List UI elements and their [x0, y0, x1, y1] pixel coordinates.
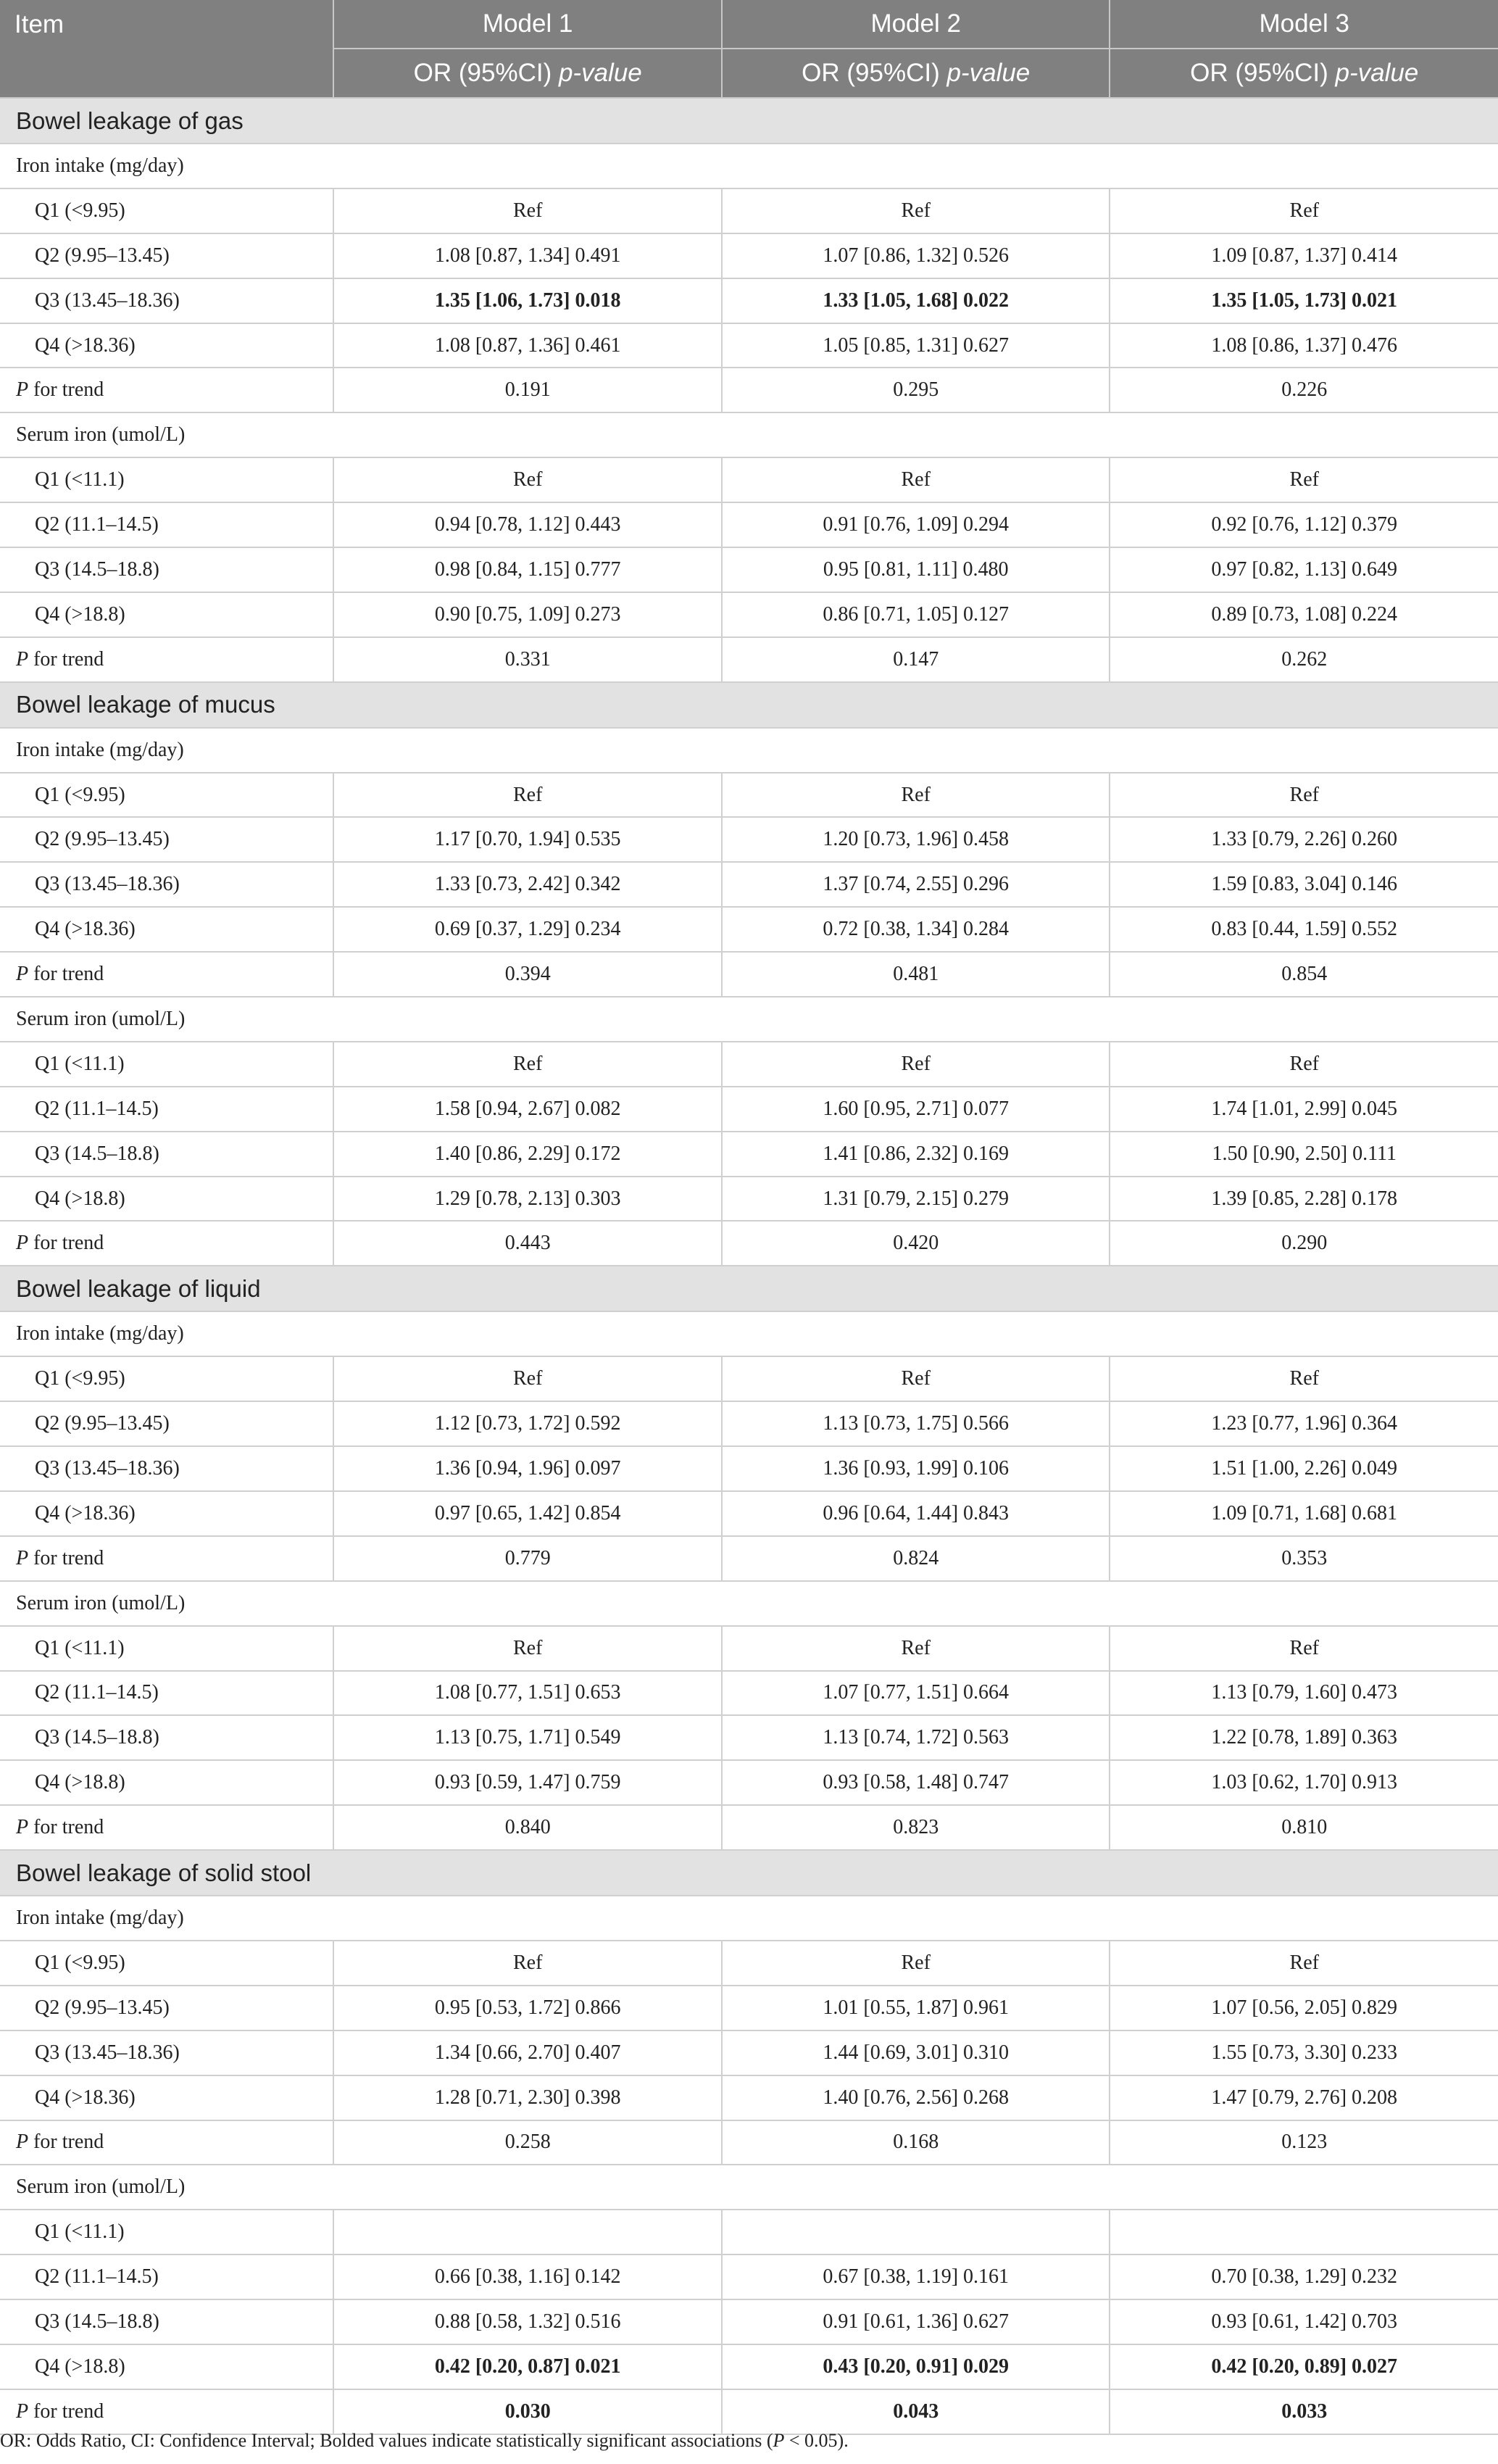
table-row	[0, 323, 1498, 368]
trend-value-model-2: 0.168	[722, 2120, 1110, 2165]
cell-model-2	[722, 2210, 1110, 2254]
cell-model-1: 0.95 [0.53, 1.72] 0.866	[333, 1986, 722, 2030]
cell-model-1: 1.13 [0.75, 1.71] 0.549	[333, 1715, 722, 1760]
row-label: Q3 (13.45–18.36)	[0, 2030, 333, 2075]
trend-label	[0, 2389, 333, 2434]
cell-model-3	[1110, 2210, 1498, 2254]
table-row	[0, 862, 1498, 907]
cell-model-1: Ref	[333, 457, 722, 502]
trend-label	[0, 1536, 333, 1581]
row-label: Q1 (<9.95)	[0, 1356, 333, 1401]
cell-model-3: 1.74 [1.01, 2.99] 0.045	[1110, 1087, 1498, 1132]
table-row	[0, 2030, 1498, 2075]
trend-label	[0, 1805, 333, 1850]
table-row	[0, 1356, 1498, 1401]
cell-model-2: 1.07 [0.86, 1.32] 0.526	[722, 233, 1110, 278]
trend-value-model-3: 0.226	[1110, 368, 1498, 412]
cell-model-2: 1.33 [1.05, 1.68] 0.022	[722, 278, 1110, 323]
cell-model-2: 0.93 [0.58, 1.48] 0.747	[722, 1760, 1110, 1805]
trend-value-model-1: 0.191	[333, 368, 722, 412]
header-model-3: Model 3	[1110, 0, 1498, 49]
table-row	[0, 1715, 1498, 1760]
section-title: Bowel leakage of mucus	[0, 682, 1498, 728]
subtitle-prefix: OR (95%CI)	[413, 59, 559, 87]
table-row	[0, 547, 1498, 592]
row-label: Q1 (<9.95)	[0, 773, 333, 818]
table-row	[0, 1491, 1498, 1536]
cell-model-1: Ref	[333, 1356, 722, 1401]
cell-model-2: 1.31 [0.79, 2.15] 0.279	[722, 1177, 1110, 1221]
table-row	[0, 278, 1498, 323]
cell-model-3: Ref	[1110, 1042, 1498, 1087]
row-label: Q4 (>18.36)	[0, 1491, 333, 1536]
row-label: Q1 (<11.1)	[0, 457, 333, 502]
trend-value-model-3: 0.123	[1110, 2120, 1498, 2165]
row-label: Q2 (11.1–14.5)	[0, 1671, 333, 1716]
row-label: Q3 (14.5–18.8)	[0, 1132, 333, 1177]
header-model-2: Model 2	[722, 0, 1110, 49]
trend-value-model-1: 0.840	[333, 1805, 722, 1850]
table-row	[0, 457, 1498, 502]
header-subtitle-model-1	[333, 49, 722, 98]
footnote-text: OR: Odds Ratio, CI: Confidence Interval; Bolded values indicate statistically significant associations (	[0, 2430, 773, 2451]
cell-model-2: Ref	[722, 773, 1110, 818]
trend-row	[0, 2389, 1498, 2434]
group-label: Iron intake (mg/day)	[0, 1896, 1498, 1941]
cell-model-3: 1.35 [1.05, 1.73] 0.021	[1110, 278, 1498, 323]
trend-value-model-1: 0.258	[333, 2120, 722, 2165]
trend-row	[0, 1805, 1498, 1850]
trend-value-model-3: 0.033	[1110, 2389, 1498, 2434]
cell-model-1: 1.58 [0.94, 2.67] 0.082	[333, 1087, 722, 1132]
cell-model-3: 1.59 [0.83, 3.04] 0.146	[1110, 862, 1498, 907]
table-row	[0, 1941, 1498, 1986]
cell-model-2: 0.43 [0.20, 0.91] 0.029	[722, 2344, 1110, 2389]
trend-value-model-1: 0.394	[333, 952, 722, 997]
cell-model-1: 0.66 [0.38, 1.16] 0.142	[333, 2254, 722, 2299]
cell-model-2: 0.96 [0.64, 1.44] 0.843	[722, 1491, 1110, 1536]
table-row	[0, 502, 1498, 547]
trend-value-model-2: 0.823	[722, 1805, 1110, 1850]
cell-model-1: 1.08 [0.87, 1.36] 0.461	[333, 323, 722, 368]
group-label: Serum iron (umol/L)	[0, 2165, 1498, 2210]
trend-row	[0, 952, 1498, 997]
row-label: Q1 (<11.1)	[0, 2210, 333, 2254]
cell-model-2: Ref	[722, 188, 1110, 233]
trend-label-rest: for trend	[28, 378, 104, 402]
section-header-row	[0, 98, 1498, 144]
cell-model-3: Ref	[1110, 773, 1498, 818]
trend-label	[0, 2120, 333, 2165]
cell-model-1: 0.94 [0.78, 1.12] 0.443	[333, 502, 722, 547]
cell-model-3: 1.03 [0.62, 1.70] 0.913	[1110, 1760, 1498, 1805]
cell-model-3: 1.09 [0.71, 1.68] 0.681	[1110, 1491, 1498, 1536]
cell-model-1: 0.69 [0.37, 1.29] 0.234	[333, 907, 722, 952]
trend-value-model-1: 0.331	[333, 637, 722, 682]
trend-label-rest: for trend	[28, 963, 104, 986]
cell-model-2: 0.72 [0.38, 1.34] 0.284	[722, 907, 1110, 952]
cell-model-3: 0.70 [0.38, 1.29] 0.232	[1110, 2254, 1498, 2299]
table-row	[0, 907, 1498, 952]
row-label: Q2 (9.95–13.45)	[0, 817, 333, 862]
table-row	[0, 1626, 1498, 1671]
trend-value-model-3: 0.353	[1110, 1536, 1498, 1581]
cell-model-3: 1.23 [0.77, 1.96] 0.364	[1110, 1401, 1498, 1446]
cell-model-2: Ref	[722, 457, 1110, 502]
trend-value-model-3: 0.290	[1110, 1221, 1498, 1266]
trend-row	[0, 2120, 1498, 2165]
row-label: Q2 (9.95–13.45)	[0, 1986, 333, 2030]
row-label: Q2 (9.95–13.45)	[0, 1401, 333, 1446]
table-row	[0, 1986, 1498, 2030]
table-row	[0, 1087, 1498, 1132]
group-label: Serum iron (umol/L)	[0, 997, 1498, 1042]
header-subtitle-model-2	[722, 49, 1110, 98]
cell-model-3: 1.55 [0.73, 3.30] 0.233	[1110, 2030, 1498, 2075]
group-header-row	[0, 1581, 1498, 1626]
trend-value-model-1: 0.443	[333, 1221, 722, 1266]
trend-row	[0, 1536, 1498, 1581]
cell-model-3: 1.50 [0.90, 2.50] 0.111	[1110, 1132, 1498, 1177]
table-header	[0, 0, 1498, 98]
cell-model-3: 1.51 [1.00, 2.26] 0.049	[1110, 1446, 1498, 1491]
cell-model-2: 1.60 [0.95, 2.71] 0.077	[722, 1087, 1110, 1132]
footnote-p: P	[773, 2430, 785, 2451]
cell-model-3: 1.22 [0.78, 1.89] 0.363	[1110, 1715, 1498, 1760]
row-label: Q4 (>18.36)	[0, 323, 333, 368]
cell-model-3: 0.89 [0.73, 1.08] 0.224	[1110, 592, 1498, 637]
cell-model-3: Ref	[1110, 1941, 1498, 1986]
row-label: Q1 (<9.95)	[0, 188, 333, 233]
trend-row	[0, 368, 1498, 412]
trend-label-p: P	[16, 378, 29, 402]
row-label: Q3 (14.5–18.8)	[0, 1715, 333, 1760]
trend-label-rest: for trend	[28, 1546, 104, 1569]
trend-label-p: P	[16, 1232, 29, 1255]
trend-value-model-3: 0.262	[1110, 637, 1498, 682]
cell-model-2: 1.40 [0.76, 2.56] 0.268	[722, 2075, 1110, 2120]
cell-model-3: 1.09 [0.87, 1.37] 0.414	[1110, 233, 1498, 278]
row-label: Q4 (>18.8)	[0, 592, 333, 637]
table-row	[0, 2299, 1498, 2344]
group-label: Iron intake (mg/day)	[0, 144, 1498, 188]
group-label: Iron intake (mg/day)	[0, 728, 1498, 773]
trend-label-rest: for trend	[28, 1232, 104, 1255]
table-row	[0, 2344, 1498, 2389]
row-label: Q1 (<11.1)	[0, 1626, 333, 1671]
trend-label-rest: for trend	[28, 1816, 104, 1839]
cell-model-1: Ref	[333, 188, 722, 233]
section-title: Bowel leakage of liquid	[0, 1266, 1498, 1311]
trend-label	[0, 952, 333, 997]
table-row	[0, 817, 1498, 862]
cell-model-1: 0.88 [0.58, 1.32] 0.516	[333, 2299, 722, 2344]
trend-label	[0, 368, 333, 412]
cell-model-2: 1.01 [0.55, 1.87] 0.961	[722, 1986, 1110, 2030]
trend-row	[0, 1221, 1498, 1266]
cell-model-2: Ref	[722, 1042, 1110, 1087]
cell-model-3: 0.42 [0.20, 0.89] 0.027	[1110, 2344, 1498, 2389]
table-row	[0, 1401, 1498, 1446]
group-header-row	[0, 1311, 1498, 1356]
section-header-row	[0, 1266, 1498, 1311]
cell-model-1: 0.42 [0.20, 0.87] 0.021	[333, 2344, 722, 2389]
trend-row	[0, 637, 1498, 682]
row-label: Q4 (>18.36)	[0, 907, 333, 952]
cell-model-3: 1.39 [0.85, 2.28] 0.178	[1110, 1177, 1498, 1221]
trend-value-model-1: 0.779	[333, 1536, 722, 1581]
table-row	[0, 2075, 1498, 2120]
cell-model-3: 1.07 [0.56, 2.05] 0.829	[1110, 1986, 1498, 2030]
row-label: Q4 (>18.36)	[0, 2075, 333, 2120]
cell-model-3: 1.08 [0.86, 1.37] 0.476	[1110, 323, 1498, 368]
cell-model-1: 1.17 [0.70, 1.94] 0.535	[333, 817, 722, 862]
cell-model-1: 0.93 [0.59, 1.47] 0.759	[333, 1760, 722, 1805]
subtitle-pvalue: p-value	[946, 59, 1031, 87]
row-label: Q3 (13.45–18.36)	[0, 862, 333, 907]
trend-label-rest: for trend	[28, 2131, 104, 2154]
section-header-row	[0, 682, 1498, 728]
cell-model-2: Ref	[722, 1626, 1110, 1671]
group-header-row	[0, 2165, 1498, 2210]
table-row	[0, 1760, 1498, 1805]
footnote-end: < 0.05).	[784, 2430, 849, 2451]
header-subtitle-model-3	[1110, 49, 1498, 98]
cell-model-3: 0.92 [0.76, 1.12] 0.379	[1110, 502, 1498, 547]
trend-value-model-2: 0.147	[722, 637, 1110, 682]
trend-value-model-1: 0.030	[333, 2389, 722, 2434]
section-header-row	[0, 1850, 1498, 1896]
cell-model-2: 1.44 [0.69, 3.01] 0.310	[722, 2030, 1110, 2075]
trend-label-p: P	[16, 963, 29, 986]
group-header-row	[0, 1896, 1498, 1941]
trend-value-model-2: 0.824	[722, 1536, 1110, 1581]
group-header-row	[0, 997, 1498, 1042]
trend-value-model-2: 0.295	[722, 368, 1110, 412]
group-header-row	[0, 412, 1498, 457]
group-label: Serum iron (umol/L)	[0, 412, 1498, 457]
table-row	[0, 2254, 1498, 2299]
row-label: Q1 (<11.1)	[0, 1042, 333, 1087]
trend-label-p: P	[16, 647, 29, 671]
table-body	[0, 98, 1498, 2434]
row-label: Q3 (13.45–18.36)	[0, 278, 333, 323]
cell-model-1: 0.98 [0.84, 1.15] 0.777	[333, 547, 722, 592]
cell-model-1: Ref	[333, 1626, 722, 1671]
group-label: Iron intake (mg/day)	[0, 1311, 1498, 1356]
row-label: Q2 (11.1–14.5)	[0, 1087, 333, 1132]
row-label: Q3 (14.5–18.8)	[0, 2299, 333, 2344]
table-row	[0, 592, 1498, 637]
trend-label	[0, 1221, 333, 1266]
table-row	[0, 233, 1498, 278]
trend-value-model-2: 0.481	[722, 952, 1110, 997]
subtitle-prefix: OR (95%CI)	[1190, 59, 1336, 87]
table-footnote	[0, 2430, 1498, 2452]
cell-model-2: 1.13 [0.73, 1.75] 0.566	[722, 1401, 1110, 1446]
section-title: Bowel leakage of solid stool	[0, 1850, 1498, 1896]
cell-model-3: Ref	[1110, 1356, 1498, 1401]
table-row	[0, 773, 1498, 818]
cell-model-1: 0.97 [0.65, 1.42] 0.854	[333, 1491, 722, 1536]
trend-value-model-2: 0.043	[722, 2389, 1110, 2434]
table-row	[0, 1446, 1498, 1491]
cell-model-3: 0.97 [0.82, 1.13] 0.649	[1110, 547, 1498, 592]
cell-model-1: Ref	[333, 773, 722, 818]
row-label: Q3 (14.5–18.8)	[0, 547, 333, 592]
cell-model-2: 0.95 [0.81, 1.11] 0.480	[722, 547, 1110, 592]
row-label: Q4 (>18.8)	[0, 1177, 333, 1221]
group-header-row	[0, 144, 1498, 188]
cell-model-2: 1.20 [0.73, 1.96] 0.458	[722, 817, 1110, 862]
table-row	[0, 1042, 1498, 1087]
group-header-row	[0, 728, 1498, 773]
row-label: Q2 (9.95–13.45)	[0, 233, 333, 278]
trend-label-p: P	[16, 1816, 29, 1839]
trend-label	[0, 637, 333, 682]
table-row	[0, 2210, 1498, 2254]
subtitle-pvalue: p-value	[1335, 59, 1419, 87]
cell-model-3: 0.83 [0.44, 1.59] 0.552	[1110, 907, 1498, 952]
cell-model-1: 1.28 [0.71, 2.30] 0.398	[333, 2075, 722, 2120]
cell-model-3: Ref	[1110, 1626, 1498, 1671]
row-label: Q2 (11.1–14.5)	[0, 502, 333, 547]
cell-model-1: 1.33 [0.73, 2.42] 0.342	[333, 862, 722, 907]
cell-model-2: 1.36 [0.93, 1.99] 0.106	[722, 1446, 1110, 1491]
section-title: Bowel leakage of gas	[0, 98, 1498, 144]
row-label: Q4 (>18.8)	[0, 1760, 333, 1805]
table-row	[0, 1177, 1498, 1221]
cell-model-2: 1.41 [0.86, 2.32] 0.169	[722, 1132, 1110, 1177]
trend-label-p: P	[16, 2399, 29, 2423]
cell-model-3: 0.93 [0.61, 1.42] 0.703	[1110, 2299, 1498, 2344]
cell-model-2: Ref	[722, 1941, 1110, 1986]
cell-model-1: 1.40 [0.86, 2.29] 0.172	[333, 1132, 722, 1177]
cell-model-2: Ref	[722, 1356, 1110, 1401]
table-row	[0, 1132, 1498, 1177]
trend-value-model-3: 0.810	[1110, 1805, 1498, 1850]
cell-model-3: Ref	[1110, 457, 1498, 502]
cell-model-1: 1.29 [0.78, 2.13] 0.303	[333, 1177, 722, 1221]
row-label: Q1 (<9.95)	[0, 1941, 333, 1986]
cell-model-2: 1.05 [0.85, 1.31] 0.627	[722, 323, 1110, 368]
row-label: Q4 (>18.8)	[0, 2344, 333, 2389]
cell-model-2: 0.67 [0.38, 1.19] 0.161	[722, 2254, 1110, 2299]
cell-model-1: 1.36 [0.94, 1.96] 0.097	[333, 1446, 722, 1491]
table-row	[0, 1671, 1498, 1716]
subtitle-prefix: OR (95%CI)	[802, 59, 947, 87]
trend-label-rest: for trend	[28, 647, 104, 671]
cell-model-2: 0.91 [0.61, 1.36] 0.627	[722, 2299, 1110, 2344]
trend-label-rest: for trend	[28, 2399, 104, 2423]
header-item: Item	[0, 0, 333, 98]
cell-model-1: 1.12 [0.73, 1.72] 0.592	[333, 1401, 722, 1446]
trend-value-model-3: 0.854	[1110, 952, 1498, 997]
table-row	[0, 188, 1498, 233]
cell-model-3: Ref	[1110, 188, 1498, 233]
group-label: Serum iron (umol/L)	[0, 1581, 1498, 1626]
row-label: Q3 (13.45–18.36)	[0, 1446, 333, 1491]
cell-model-3: 1.33 [0.79, 2.26] 0.260	[1110, 817, 1498, 862]
cell-model-2: 1.37 [0.74, 2.55] 0.296	[722, 862, 1110, 907]
cell-model-1	[333, 2210, 722, 2254]
cell-model-3: 1.47 [0.79, 2.76] 0.208	[1110, 2075, 1498, 2120]
row-label: Q2 (11.1–14.5)	[0, 2254, 333, 2299]
cell-model-3: 1.13 [0.79, 1.60] 0.473	[1110, 1671, 1498, 1716]
cell-model-2: 0.86 [0.71, 1.05] 0.127	[722, 592, 1110, 637]
trend-value-model-2: 0.420	[722, 1221, 1110, 1266]
cell-model-2: 1.13 [0.74, 1.72] 0.563	[722, 1715, 1110, 1760]
cell-model-1: Ref	[333, 1941, 722, 1986]
header-model-1: Model 1	[333, 0, 722, 49]
cell-model-2: 1.07 [0.77, 1.51] 0.664	[722, 1671, 1110, 1716]
cell-model-2: 0.91 [0.76, 1.09] 0.294	[722, 502, 1110, 547]
trend-label-p: P	[16, 1546, 29, 1569]
cell-model-1: 1.08 [0.87, 1.34] 0.491	[333, 233, 722, 278]
cell-model-1: 0.90 [0.75, 1.09] 0.273	[333, 592, 722, 637]
cell-model-1: 1.08 [0.77, 1.51] 0.653	[333, 1671, 722, 1716]
cell-model-1: Ref	[333, 1042, 722, 1087]
trend-label-p: P	[16, 2131, 29, 2154]
cell-model-1: 1.35 [1.06, 1.73] 0.018	[333, 278, 722, 323]
cell-model-1: 1.34 [0.66, 2.70] 0.407	[333, 2030, 722, 2075]
subtitle-pvalue: p-value	[558, 59, 642, 87]
